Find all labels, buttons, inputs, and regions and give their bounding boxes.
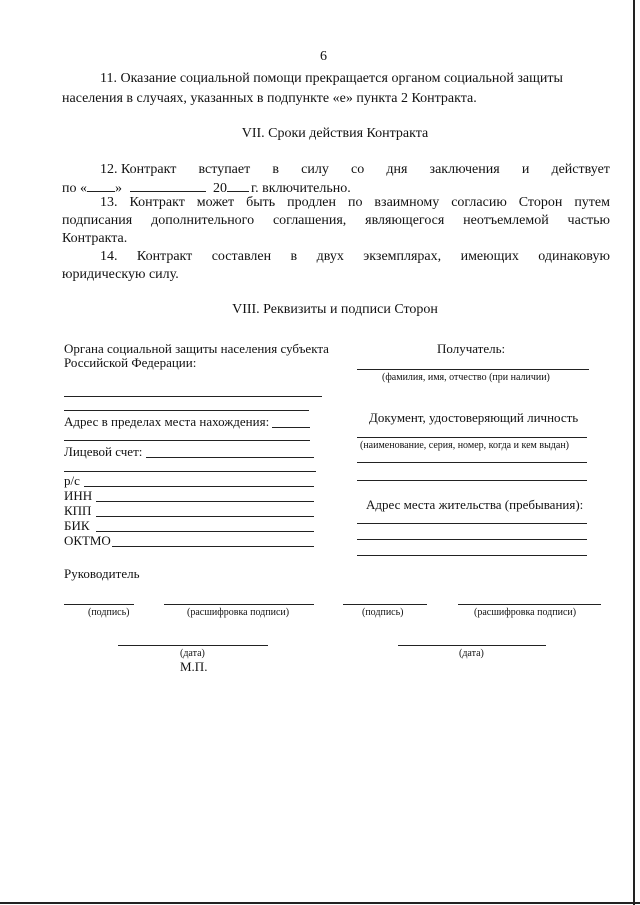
org-name-line	[64, 396, 322, 397]
left-date-line	[118, 645, 268, 646]
org-label-line1: Органа социальной защиты населения субъекта	[64, 341, 329, 356]
para14-word: одинаковую	[538, 249, 610, 264]
para12-word: вступает	[198, 162, 251, 177]
left-signature-caption: (подпись)	[88, 607, 130, 618]
oktmo-blank	[112, 546, 314, 547]
para12-word: 12. Контракт	[100, 162, 177, 177]
address-blank	[272, 427, 310, 428]
head-label: Руководитель	[64, 566, 140, 581]
para14-line1	[100, 248, 610, 266]
address-line	[64, 440, 310, 441]
oktmo-label: ОКТМО	[64, 533, 111, 548]
para12-year: 20	[213, 181, 227, 196]
para12-suffix: г. включительно.	[251, 181, 351, 196]
right-decoding-caption: (расшифровка подписи)	[474, 607, 577, 618]
recipient-fio-line	[357, 369, 589, 370]
rs-blank	[84, 486, 314, 487]
para14-word: экземплярах,	[363, 249, 442, 264]
para12-word: дня	[386, 162, 408, 177]
stamp-label: М.П.	[180, 659, 208, 674]
page-number: 6	[320, 49, 327, 64]
residence-line-3	[357, 555, 587, 556]
para12-word: и	[521, 162, 530, 177]
right-signature-caption: (подпись)	[362, 607, 404, 618]
kpp-blank	[96, 516, 314, 517]
para14-word: 14.	[100, 249, 118, 264]
org-label-line2: Российской Федерации:	[64, 355, 197, 370]
para12-word: в	[272, 162, 279, 177]
residence-label: Адрес места жительства (пребывания):	[366, 497, 584, 512]
para14-word: составлен	[211, 249, 272, 264]
left-decoding-line	[164, 604, 314, 605]
para14-word: Контракт	[136, 249, 193, 264]
bik-label: БИК	[64, 518, 90, 533]
para14-word: имеющих	[460, 249, 519, 264]
fio-caption: (фамилия, имя, отчество (при наличии)	[382, 372, 550, 383]
para14-line2: юридическую силу.	[62, 267, 179, 282]
org-name-line-2	[64, 410, 309, 411]
para13-line2: подписания дополнительного соглашения, являющегося неотъемлемой частью	[62, 213, 610, 228]
address-label: Адрес в пределах места нахождения:	[64, 414, 270, 429]
month-blank	[130, 178, 206, 192]
para14-word: в	[290, 249, 298, 264]
left-date-caption: (дата)	[180, 648, 205, 659]
kpp-label: КПП	[64, 503, 92, 518]
para13-line3: Контракта.	[62, 231, 128, 246]
id-doc-line-2	[357, 462, 587, 463]
id-doc-label: Документ, удостоверяющий личность	[369, 410, 579, 425]
para11-line2: населения в случаях, указанных в подпункте «е» пункта 2 Контракта.	[62, 91, 477, 106]
inn-blank	[96, 501, 314, 502]
para12-prefix: по «	[62, 181, 87, 196]
left-signature-line	[64, 604, 134, 605]
para13-line1: 13. Контракт может быть продлен по взаимному согласию Сторон путем	[100, 195, 610, 210]
section7-title: VII. Сроки действия Контракта	[241, 126, 429, 141]
id-doc-line	[357, 437, 587, 438]
id-doc-line-3	[357, 480, 587, 481]
para12-word: со	[350, 162, 365, 177]
para12-quote-close: »	[115, 181, 122, 196]
right-date-line	[398, 645, 546, 646]
section8-title: VIII. Реквизиты и подписи Сторон	[232, 302, 438, 317]
year-blank	[227, 178, 249, 192]
right-decoding-line	[458, 604, 601, 605]
scan-edge-right	[633, 0, 635, 905]
id-doc-caption: (наименование, серия, номер, когда и кем выдан)	[360, 440, 569, 451]
para12-line1	[100, 161, 610, 179]
rs-label: р/с	[64, 473, 80, 488]
recipient-label: Получатель:	[437, 341, 506, 356]
para12-word: заключения	[429, 162, 500, 177]
account-line	[64, 471, 316, 472]
bik-blank	[96, 531, 314, 532]
para12-word: действует	[551, 162, 610, 177]
account-label: Лицевой счет:	[64, 444, 143, 459]
right-date-caption: (дата)	[459, 648, 484, 659]
inn-label: ИНН	[64, 488, 93, 503]
residence-line-2	[357, 539, 587, 540]
day-blank	[87, 178, 115, 192]
account-blank	[146, 457, 314, 458]
right-signature-line	[343, 604, 427, 605]
para14-word: двух	[316, 249, 344, 264]
scan-edge-bottom	[0, 902, 640, 904]
para12-word: силу	[301, 162, 329, 177]
residence-line	[357, 523, 587, 524]
para11-line1: 11. Оказание социальной помощи прекращается органом социальной защиты	[100, 71, 563, 86]
left-decoding-caption: (расшифровка подписи)	[187, 607, 290, 618]
